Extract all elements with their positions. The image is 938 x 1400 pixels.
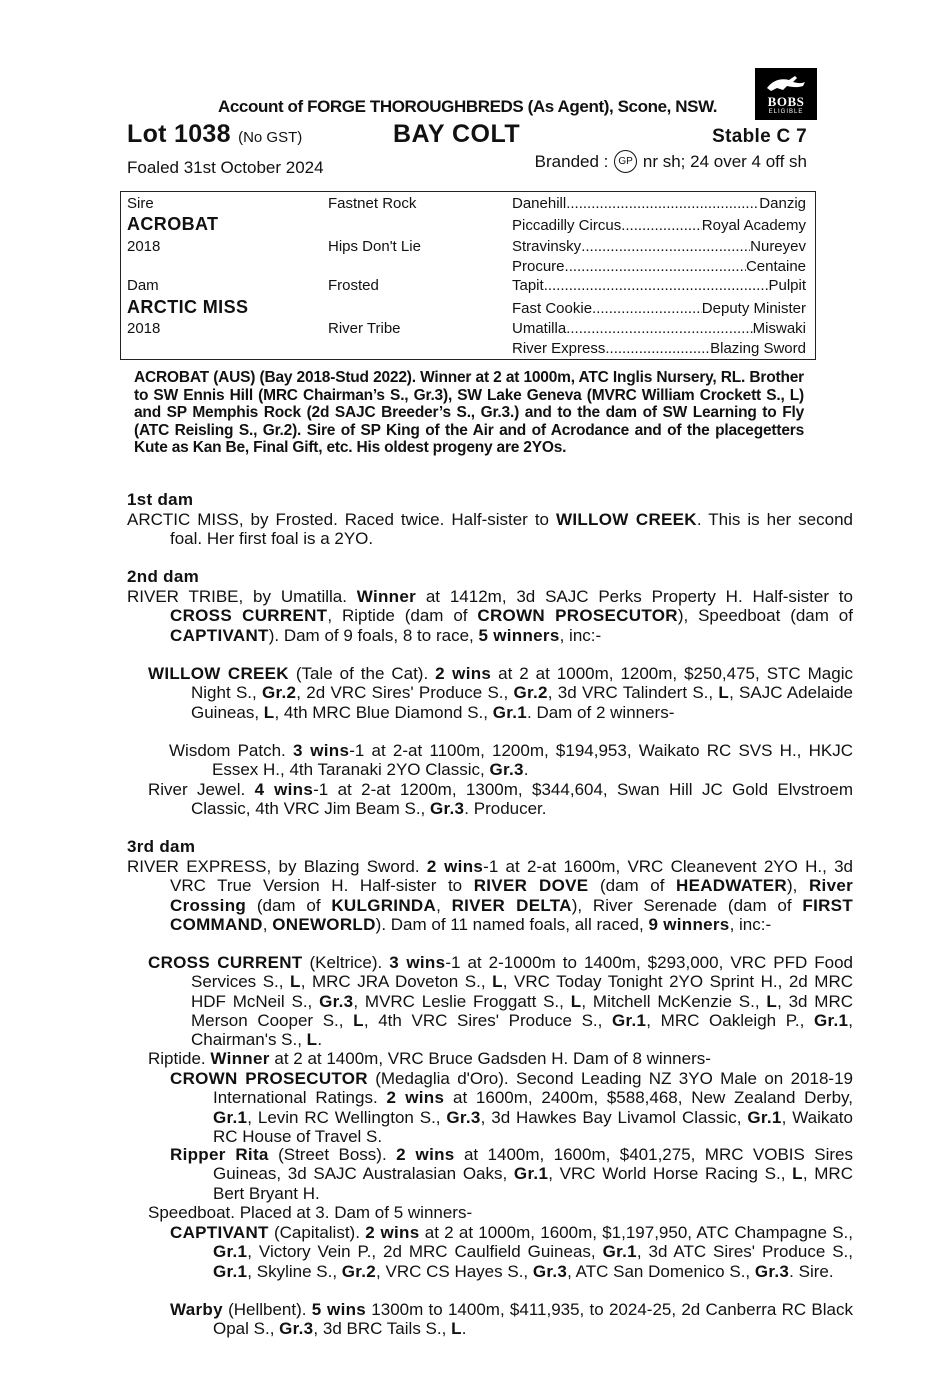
progeny-entry: River Jewel. 4 wins-1 at 2-at 1200m, 1300m, $344,604, Swan Hill JC Gold Elvstroem Classic, 4th VRC Jim Beam S., Gr.3. Producer. [148, 780, 853, 819]
sire-year: 2018 [127, 238, 161, 255]
gen3-left: Procure [512, 258, 565, 275]
progeny-entry: CROWN PROSECUTOR (Medaglia d'Oro). Second Leading NZ 3YO Male on 2018-19 International Ratings. 2 wins at 1600m, 2400m, $588,468, New Zealand Derby, Gr.1, Levin RC Wellington S., Gr.3, 3d Hawkes Bay Livamol Classic, Gr.1, Waikato RC House of Travel S. [170, 1069, 853, 1146]
progeny-entry: Wisdom Patch. 3 wins-1 at 2-at 1100m, 1200m, $194,953, Waikato RC SVS H., HKJC Essex H., 4th Taranaki 2YO Classic, Gr.3. [169, 741, 853, 780]
branded-label: Branded : [534, 152, 609, 171]
sire-sire: Fastnet Rock [328, 195, 417, 212]
stable-location: Stable C 7 [712, 126, 807, 147]
gen3-left: Danehill [512, 195, 567, 212]
progeny-entry: CROSS CURRENT (Keltrice). 3 wins-1 at 2-1000m to 1400m, $293,000, VRC PFD Food Services S., L, MRC JRA Doveton S., L, VRC Today Tonight 2YO Sprint H., 2d MRC HDF McNeil S., Gr.3, MVRC Leslie Froggatt S., L, Mitchell McKenzie S., L, 3d MRC Merson Cooper S., L, 4th VRC Sires' Produce S., Gr.1, MRC Oakleigh P., Gr.1, Chairman's S., L. [148, 953, 854, 1050]
gen3-row [512, 217, 806, 234]
third-dam-heading: 3rd dam [127, 837, 196, 856]
gen3-left: Fast Cookie [512, 300, 593, 317]
gen3-row [512, 258, 806, 275]
gen3-right: Nureyev [750, 238, 806, 255]
dam-sire: Frosted [328, 277, 379, 294]
gen3-right: Blazing Sword [710, 340, 806, 357]
second-dam-entry: RIVER TRIBE, by Umatilla. Winner at 1412m, 3d SAJC Perks Property H. Half-sister to CROSS CURRENT, Riptide (dam of CROWN PROSECUTOR), Speedboat (dam of CAPTIVANT). Dam of 9 foals, 8 to race, 5 winners, inc:- [127, 587, 853, 645]
progeny-entry: Riptide. Winner at 2 at 1400m, VRC Bruce Gadsden H. Dam of 8 winners- [148, 1049, 711, 1068]
dam-year: 2018 [127, 320, 161, 337]
gen3-left: Piccadilly Circus [512, 217, 622, 234]
horse-icon [763, 72, 809, 94]
gst-note: (No GST) [238, 129, 303, 146]
progeny-entry: Warby (Hellbent). 5 wins 1300m to 1400m, $411,935, to 2024-25, 2d Canberra RC Black Opal S., Gr.3, 3d BRC Tails S., L. [170, 1300, 853, 1339]
bobs-eligible-logo [755, 68, 817, 120]
lot-label: Lot 1038 [127, 120, 231, 148]
logo-subtext: ELIGIBLE [768, 109, 804, 115]
first-dam-heading: 1st dam [127, 490, 194, 509]
gen3-right: Deputy Minister [701, 300, 806, 317]
gen3-row [512, 300, 806, 317]
gen3-row [512, 238, 806, 255]
progeny-entry: WILLOW CREEK (Tale of the Cat). 2 wins at 2 at 1000m, 1200m, $250,475, STC Magic Night S., Gr.2, 2d VRC Sires' Produce S., Gr.2, 3d VRC Talindert S., L, SAJC Adelaide Guineas, L, 4th MRC Blue Diamond S., Gr.1. Dam of 2 winners- [148, 664, 853, 722]
gen3-left: River Express [512, 340, 606, 357]
gen3-right: Royal Academy [701, 217, 806, 234]
gen3-row [512, 277, 806, 294]
branding [535, 150, 807, 173]
sire-summary: ACROBAT (AUS) (Bay 2018-Stud 2022). Winner at 2 at 1000m, ATC Inglis Nursery, RL. Brother to SW Ennis Hill (MRC Chairman’s S., Gr.3), SW Lake Geneva (MVRC William Crockett S., L) and SP Memphis Rock (2d SAJC Breeder’s S., Gr.3.) and to the dam of SW Learning to Fly (ATC Reisling S., Gr.2). Sire of SP King of the Air and of Acrodance and of the placegetters Kute as Kan Be, Final Gift, etc. His oldest progeny are 2YOs. [134, 369, 804, 456]
lot-number [127, 120, 302, 149]
horse-description: BAY COLT [393, 120, 521, 148]
progeny-entry: Ripper Rita (Street Boss). 2 wins at 1400m, 1600m, $401,275, MRC VOBIS Sires Guineas, 3d SAJC Australasian Oaks, Gr.1, VRC World Horse Racing S., L, MRC Bert Bryant H. [170, 1145, 854, 1203]
gen3-row [512, 340, 806, 357]
pedigree-table [120, 191, 816, 360]
sire-label: Sire [127, 195, 154, 212]
branded-detail: nr sh; 24 over 4 off sh [642, 152, 807, 171]
gen3-right: Miswaki [752, 320, 806, 337]
gen3-left: Tapit [512, 277, 544, 294]
gen3-right: Pulpit [768, 277, 806, 294]
sire-dam: Hips Don't Lie [328, 238, 421, 255]
first-dam-entry: ARCTIC MISS, by Frosted. Raced twice. Half-sister to WILLOW CREEK. This is her second foal. Her first foal is a 2YO. [127, 510, 853, 549]
gen3-row [512, 320, 806, 337]
brand-mark-icon: GP [614, 150, 637, 173]
gen3-left: Stravinsky [512, 238, 582, 255]
progeny-entry: Speedboat. Placed at 3. Dam of 5 winners- [148, 1203, 473, 1222]
dam-label: Dam [127, 277, 159, 294]
foaled-date: Foaled 31st October 2024 [127, 158, 324, 177]
gen3-right: Danzig [759, 195, 806, 212]
second-dam-heading: 2nd dam [127, 567, 200, 586]
gen3-right: Centaine [745, 258, 806, 275]
third-dam-entry: RIVER EXPRESS, by Blazing Sword. 2 wins-1 at 2-at 1600m, VRC Cleanevent 2YO H., 3d VRC True Version H. Half-sister to RIVER DOVE (dam of HEADWATER), River Crossing (dam of KULGRINDA, RIVER DELTA), River Serenade (dam of FIRST COMMAND, ONEWORLD). Dam of 11 named foals, all raced, 9 winners, inc:- [127, 857, 853, 934]
dam-name: ARCTIC MISS [127, 297, 249, 317]
dam-dam: River Tribe [328, 320, 401, 337]
account-line: Account of FORGE THOROUGHBREDS (As Agent), Scone, NSW. [218, 97, 718, 116]
progeny-entry: CAPTIVANT (Capitalist). 2 wins at 2 at 1000m, 1600m, $1,197,950, ATC Champagne S., Gr.1, Victory Vein P., 2d MRC Caulfield Guineas, Gr.1, 3d ATC Sires' Produce S., Gr.1, Skyline S., Gr.2, VRC CS Hayes S., Gr.3, ATC San Domenico S., Gr.3. Sire. [170, 1223, 853, 1281]
gen3-left: Umatilla [512, 320, 567, 337]
sire-name: ACROBAT [127, 214, 219, 234]
logo-text: BOBS [767, 94, 805, 109]
gen3-row [512, 195, 806, 212]
